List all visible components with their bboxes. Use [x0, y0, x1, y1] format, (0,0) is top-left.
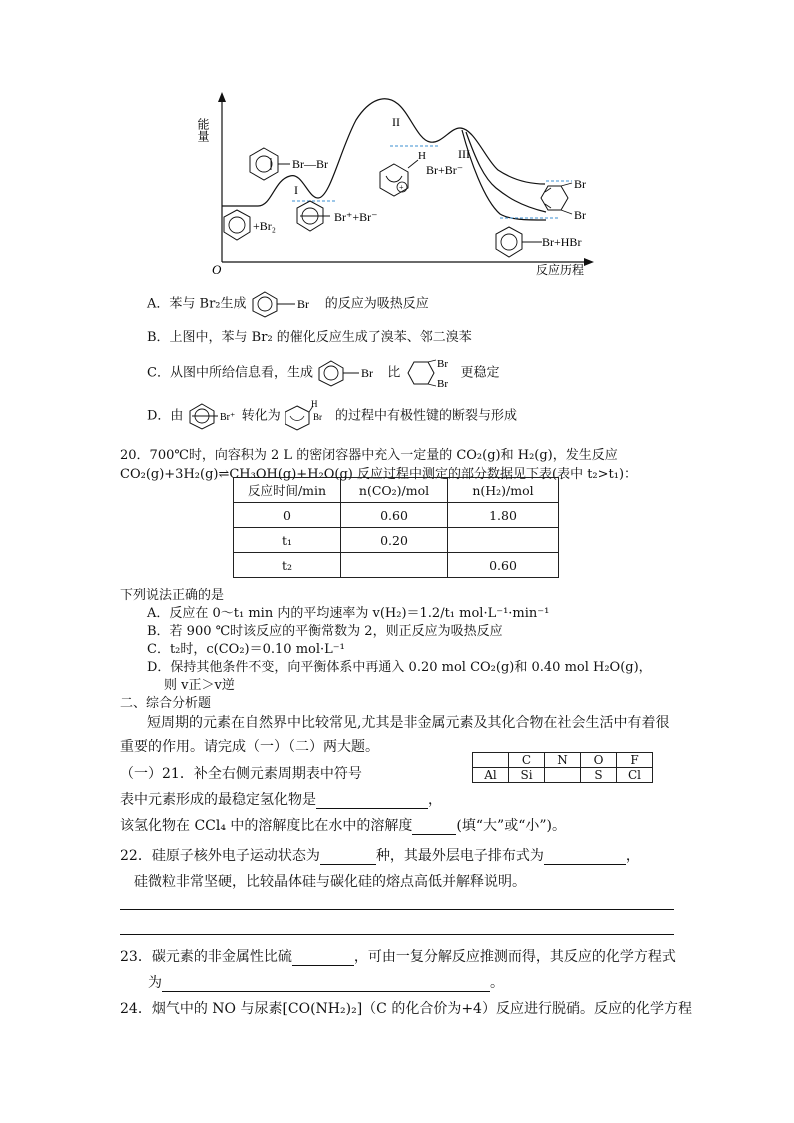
table-header: n(H₂)/mol — [448, 478, 559, 503]
table-header: 反应时间/min — [234, 478, 341, 503]
svg-text:Br+Br⁻: Br+Br⁻ — [426, 163, 464, 177]
q20-option-b: B．若 900 ℃时该反应的平衡常数为 2，则正反应为吸热反应 — [147, 624, 503, 639]
q20-option-a: A．反应在 0～t₁ min 内的平均速率为 v(H₂)＝1.2/t₁ mol·L⁻¹·min⁻¹ — [147, 606, 550, 621]
answer-blank[interactable] — [412, 822, 456, 835]
table-cell: 0.60 — [341, 503, 448, 528]
periodic-cell: O — [581, 753, 617, 768]
svg-text:Br: Br — [574, 208, 586, 222]
svg-text:Br⁺+Br⁻: Br⁺+Br⁻ — [334, 210, 378, 224]
answer-line[interactable] — [120, 934, 674, 935]
benzene-reactant — [224, 210, 276, 240]
q20-line2: CO₂(g)+3H₂(g)⇌CH₃OH(g)+H₂O(g) 反应过程中测定的部分数据见下表(表中 t₂>t₁)： — [120, 467, 638, 482]
sigma-complex-icon — [285, 400, 331, 432]
q21-line3: 该氢化物在 CCl₄ 中的溶解度比在水中的溶解度 (填“大”或“小”)。 — [120, 818, 566, 834]
option-19-b: B．上图中，苯与 Br₂ 的催化反应生成了溴苯、邻二溴苯 — [147, 330, 472, 345]
option-19-d: D．由 Br⁺ 转化为 H Br 的过程中有极性键的断裂与形成 — [147, 400, 517, 432]
transition-state-3: III — [458, 147, 470, 161]
q22-line2: 硅微粒非常坚硬，比较晶体硅与碳化硅的熔点高低并解释说明。 — [134, 874, 526, 890]
section-intro-1: 短周期的元素在自然界中比较常见,尤其是非金属元素及其化合物在社会生活中有着很 — [147, 715, 670, 731]
option-19-a: A．苯与 Br₂生成 Br 的反应为吸热反应 — [147, 290, 429, 318]
q20-option-d-cont: 则 v正＞v逆 — [164, 678, 235, 693]
svg-text:Br: Br — [437, 358, 449, 370]
dibromo-icon — [404, 358, 456, 388]
table-cell: t₂ — [234, 553, 341, 578]
svg-text:H: H — [310, 400, 318, 409]
answer-blank[interactable] — [544, 852, 626, 865]
energy-curve-branch-product — [462, 130, 546, 220]
y-axis-label: 能量 — [196, 118, 210, 142]
pi-complex-icon — [188, 402, 238, 430]
origin-label: O — [212, 262, 222, 277]
bromobenzene-icon — [317, 359, 383, 387]
energy-diagram — [0, 0, 794, 285]
q21-line1: （一）21．补全右侧元素周期表中符号 — [120, 766, 362, 782]
svg-text:Br: Br — [361, 366, 374, 380]
periodic-cell: C — [509, 753, 545, 768]
periodic-cell: N — [545, 753, 581, 768]
bromobenzene-icon — [251, 290, 321, 318]
table-header: n(CO₂)/mol — [341, 478, 448, 503]
energy-curve-branch-dibromo — [466, 132, 546, 212]
table-cell: 1.80 — [448, 503, 559, 528]
svg-text:Br: Br — [574, 177, 586, 191]
svg-text:+: + — [399, 183, 404, 192]
benzene-br2-complex — [250, 148, 328, 180]
q23-line2: 为 。 — [148, 975, 504, 991]
bromobenzene-product — [496, 227, 581, 257]
q24-line1: 24．烟气中的 NO 与尿素[CO(NH₂)₂]（C 的化合价为+4）反应进行脱硝。反应的化学方程 — [120, 1001, 692, 1017]
periodic-row — [473, 753, 653, 768]
periodic-cell — [473, 753, 509, 768]
table-row — [234, 528, 559, 553]
svg-text:+Br₂: +Br₂ — [253, 219, 276, 233]
option-19-c: C．从图中所给信息看，生成 Br 比 Br Br 更稳定 — [147, 358, 500, 388]
svg-text:Br+HBr: Br+HBr — [542, 235, 582, 249]
table-cell: 0.20 — [341, 528, 448, 553]
q20-prompt: 下列说法正确的是 — [120, 588, 225, 603]
periodic-table — [472, 752, 653, 783]
svg-text:Br—Br: Br—Br — [292, 157, 328, 171]
y-axis-arrow — [218, 92, 226, 102]
x-axis-arrow — [584, 258, 594, 266]
periodic-cell: Cl — [617, 768, 653, 783]
q22-line1: 22．硅原子核外电子运动状态为 种，其最外层电子排布式为 ， — [120, 848, 640, 864]
periodic-cell-blank[interactable] — [545, 768, 581, 783]
section-intro-2: 重要的作用。请完成（一）（二）两大题。 — [120, 739, 379, 755]
answer-line[interactable] — [120, 909, 674, 910]
periodic-cell: S — [581, 768, 617, 783]
q20-data-table — [233, 477, 559, 578]
table-cell: 0.60 — [448, 553, 559, 578]
answer-blank[interactable] — [320, 852, 376, 865]
svg-text:Br: Br — [437, 378, 449, 388]
svg-text:Br⁺: Br⁺ — [219, 412, 235, 423]
svg-text:H: H — [418, 150, 426, 162]
section-title: 二、综合分析题 — [120, 696, 212, 711]
answer-blank[interactable] — [316, 796, 428, 809]
table-header-row — [234, 478, 559, 503]
table-cell: t₁ — [234, 528, 341, 553]
q20-option-c: C．t₂时，c(CO₂)＝0.10 mol·L⁻¹ — [147, 642, 345, 657]
table-row — [234, 503, 559, 528]
transition-state-2: II — [392, 115, 400, 129]
table-cell — [341, 553, 448, 578]
q23-line1: 23．碳元素的非金属性比硫 ，可由一复分解反应推测而得，其反应的化学方程式 — [120, 949, 676, 965]
transition-state-1: I — [294, 183, 298, 197]
periodic-cell: F — [617, 753, 653, 768]
sigma-complex — [380, 150, 463, 196]
q20-option-d: D．保持其他条件不变，向平衡体系中再通入 0.20 mol CO₂(g)和 0.40 mol H₂O(g)， — [147, 660, 652, 675]
svg-text:Br: Br — [296, 297, 309, 311]
table-cell — [448, 528, 559, 553]
svg-text:Br: Br — [312, 412, 322, 422]
answer-blank[interactable] — [162, 979, 490, 992]
periodic-row — [473, 768, 653, 783]
table-cell: 0 — [234, 503, 341, 528]
table-row — [234, 553, 559, 578]
periodic-cell: Al — [473, 768, 509, 783]
q21-line2: 表中元素形成的最稳定氢化物是 ， — [120, 792, 442, 808]
periodic-cell: Si — [509, 768, 545, 783]
dibromo-product — [541, 177, 586, 222]
pi-complex — [297, 201, 377, 231]
answer-blank[interactable] — [292, 953, 354, 966]
q20-line1: 20．700℃时，向容积为 2 L 的密闭容器中充入一定量的 CO₂(g)和 H₂(g)，发生反应 — [120, 448, 618, 463]
x-axis-label: 反应历程 — [536, 263, 585, 277]
